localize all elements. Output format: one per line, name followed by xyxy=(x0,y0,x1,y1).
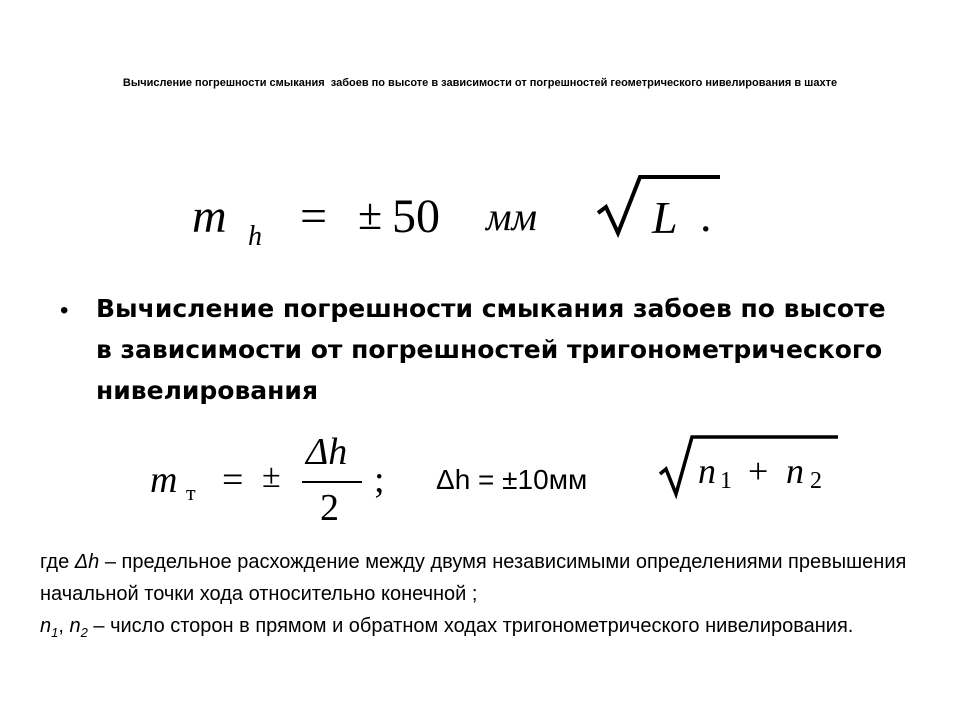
bullet-text: Вычисление погрешности смыкания забоев по высоте в зависимости от погрешностей тригонометрического нивелирования xyxy=(96,294,886,405)
explanation-n2-sub: 2 xyxy=(80,625,88,640)
formula2-end-mark: ; xyxy=(374,459,385,501)
explanation-n2-var: n xyxy=(69,615,81,637)
formula2-lhs-var: m xyxy=(150,459,178,501)
formula2-n1-sub: 1 xyxy=(720,468,732,494)
formula1-coefficient: 50 xyxy=(392,190,440,243)
explanation-delta-h-text: – предельное расхождение между двумя независимыми определениями превышения начальной точки хода относительно конечной ; xyxy=(40,551,907,605)
slide-title: Вычисление погрешности смыкания забоев по высоте в зависимости от погрешностей геометрического нивелирования в шахте xyxy=(122,77,838,89)
formula2-lhs-sub: т xyxy=(186,480,196,505)
formula2-plus-minus: ± xyxy=(262,458,281,495)
formula1-equals: = xyxy=(300,190,328,243)
formula2-n1-var: n xyxy=(698,451,716,491)
bullet-marker: • xyxy=(60,297,69,324)
explanation-line-n xyxy=(40,610,940,649)
formula2-n2-sub: 2 xyxy=(810,468,822,494)
formula1-end-mark: . xyxy=(700,190,712,241)
explanation-prefix: где xyxy=(40,551,75,573)
explanation-line-delta-h xyxy=(40,546,940,610)
formula1-plus-minus: ± xyxy=(358,190,383,239)
explanation-n1-var: n xyxy=(40,615,52,637)
explanation-n1-sub: 1 xyxy=(51,625,59,640)
delta-h-value: Δh = ±10мм xyxy=(436,464,588,495)
formula1-radicand: L xyxy=(652,192,678,243)
formula2-numerator: Δh xyxy=(306,431,348,473)
explanation-delta-h-symbol: Δh xyxy=(74,551,100,573)
formula1-lhs-var: m xyxy=(192,190,227,243)
formula1-lhs-sub: h xyxy=(248,221,262,252)
formula1-unit: мм xyxy=(486,194,538,239)
formula2-equals: = xyxy=(222,459,244,501)
formula2-plus: + xyxy=(748,451,769,491)
explanation-sep: , xyxy=(58,615,70,637)
fraction-bar xyxy=(302,481,362,483)
formula2-n2-var: n xyxy=(786,451,804,491)
formula2-denominator: 2 xyxy=(320,487,339,529)
explanation-block xyxy=(40,546,940,649)
explanation-n-text: – число сторон в прямом и обратном ходах тригонометрического нивелирования. xyxy=(87,615,854,637)
formula-geometric-leveling xyxy=(192,185,732,275)
